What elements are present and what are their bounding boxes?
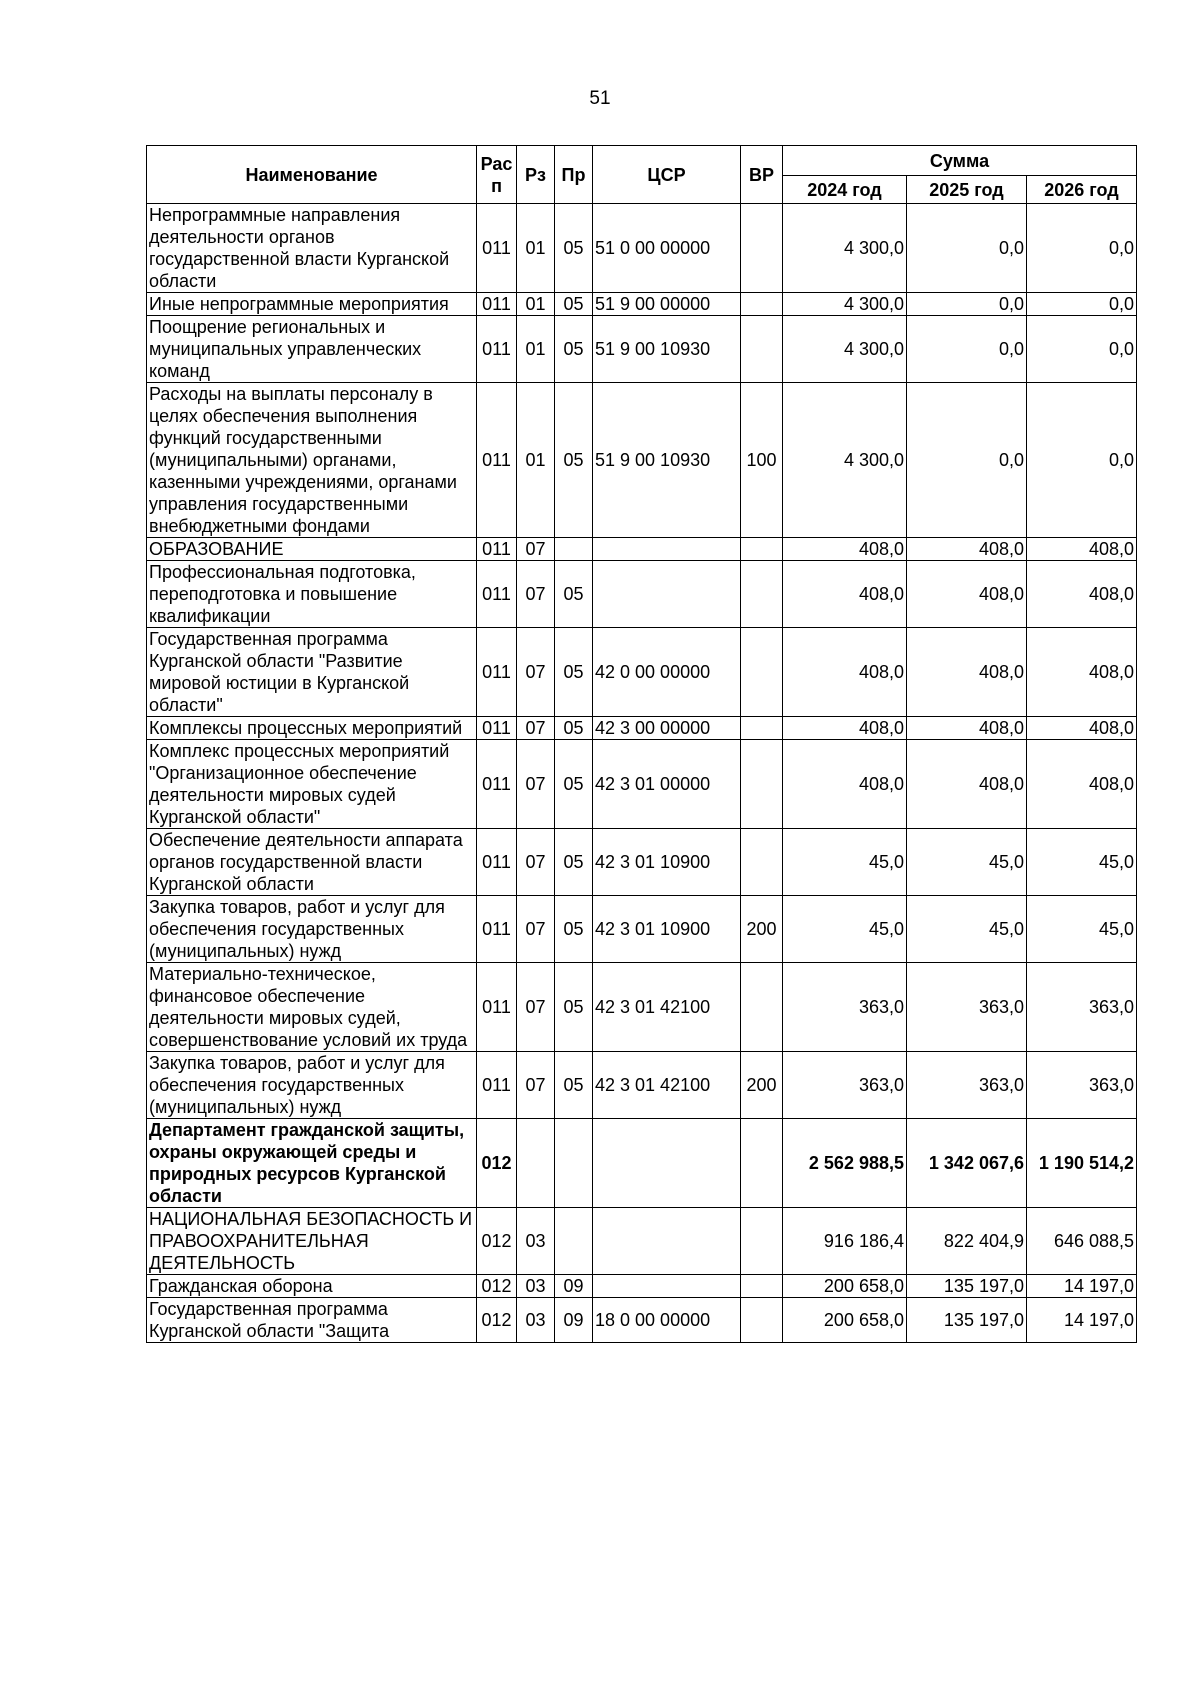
- cell-vr: [741, 316, 783, 383]
- table-row: [147, 1052, 1137, 1119]
- header-sum: Сумма: [783, 146, 1137, 176]
- cell-name: Непрограммные направления деятельности органов государственной власти Курганской области: [147, 204, 477, 293]
- cell-csr: [593, 538, 741, 561]
- cell-2024: 4 300,0: [783, 204, 907, 293]
- header-name: Наименование: [147, 146, 477, 204]
- budget-table: [146, 145, 1137, 1343]
- cell-rz: 01: [517, 383, 555, 538]
- cell-name: ОБРАЗОВАНИЕ: [147, 538, 477, 561]
- cell-name: Иные непрограммные мероприятия: [147, 293, 477, 316]
- cell-pr: 05: [555, 383, 593, 538]
- cell-rasp: 011: [477, 717, 517, 740]
- cell-name: Гражданская оборона: [147, 1275, 477, 1298]
- cell-vr: [741, 717, 783, 740]
- cell-rz: 07: [517, 717, 555, 740]
- cell-pr: 09: [555, 1275, 593, 1298]
- cell-pr: [555, 538, 593, 561]
- cell-rasp: 012: [477, 1208, 517, 1275]
- cell-vr: [741, 1119, 783, 1208]
- cell-csr: 42 3 00 00000: [593, 717, 741, 740]
- cell-2025: 0,0: [907, 316, 1027, 383]
- cell-2025: 0,0: [907, 293, 1027, 316]
- page-number: 51: [589, 88, 611, 109]
- cell-vr: [741, 628, 783, 717]
- cell-vr: [741, 1298, 783, 1343]
- cell-2026: 0,0: [1027, 204, 1137, 293]
- cell-name: Профессиональная подготовка, переподготовка и повышение квалификации: [147, 561, 477, 628]
- table-row: [147, 1298, 1137, 1343]
- cell-2026: 408,0: [1027, 717, 1137, 740]
- cell-vr: [741, 1275, 783, 1298]
- cell-2025: 45,0: [907, 829, 1027, 896]
- cell-vr: [741, 1208, 783, 1275]
- cell-rz: 07: [517, 561, 555, 628]
- cell-2024: 408,0: [783, 538, 907, 561]
- cell-name: Закупка товаров, работ и услуг для обеспечения государственных (муниципальных) нужд: [147, 896, 477, 963]
- cell-csr: 42 3 01 10900: [593, 829, 741, 896]
- cell-csr: [593, 1119, 741, 1208]
- cell-pr: 05: [555, 963, 593, 1052]
- cell-2025: 408,0: [907, 561, 1027, 628]
- table-row: [147, 1275, 1137, 1298]
- cell-2026: 363,0: [1027, 963, 1137, 1052]
- cell-vr: [741, 740, 783, 829]
- cell-name: Комплекс процессных мероприятий "Организационное обеспечение деятельности мировых судей Курганской области": [147, 740, 477, 829]
- cell-rz: 07: [517, 1052, 555, 1119]
- cell-2026: 45,0: [1027, 896, 1137, 963]
- cell-2026: 408,0: [1027, 628, 1137, 717]
- cell-2026: 45,0: [1027, 829, 1137, 896]
- cell-2024: 408,0: [783, 561, 907, 628]
- cell-name: Материально-техническое, финансовое обеспечение деятельности мировых судей, совершенствование условий их труда: [147, 963, 477, 1052]
- cell-2024: 363,0: [783, 1052, 907, 1119]
- table-row: [147, 383, 1137, 538]
- cell-pr: 09: [555, 1298, 593, 1343]
- cell-2026: 363,0: [1027, 1052, 1137, 1119]
- cell-rz: 07: [517, 628, 555, 717]
- header-rasp: Рас п: [477, 146, 517, 204]
- cell-2025: 408,0: [907, 538, 1027, 561]
- cell-rz: 03: [517, 1298, 555, 1343]
- cell-pr: 05: [555, 561, 593, 628]
- cell-csr: [593, 561, 741, 628]
- cell-pr: 05: [555, 316, 593, 383]
- cell-rz: 01: [517, 204, 555, 293]
- cell-vr: [741, 963, 783, 1052]
- table-row: [147, 829, 1137, 896]
- header-vr: ВР: [741, 146, 783, 204]
- cell-2024: 45,0: [783, 829, 907, 896]
- header-year-2025: 2025 год: [907, 176, 1027, 204]
- cell-rasp: 011: [477, 628, 517, 717]
- cell-name: Закупка товаров, работ и услуг для обеспечения государственных (муниципальных) нужд: [147, 1052, 477, 1119]
- cell-2026: 408,0: [1027, 561, 1137, 628]
- table-row: [147, 204, 1137, 293]
- cell-pr: 05: [555, 829, 593, 896]
- table-row: [147, 1119, 1137, 1208]
- cell-2025: 363,0: [907, 963, 1027, 1052]
- cell-rz: 07: [517, 829, 555, 896]
- header-rz: Рз: [517, 146, 555, 204]
- cell-csr: 51 9 00 10930: [593, 383, 741, 538]
- cell-rz: [517, 1119, 555, 1208]
- table-row: [147, 717, 1137, 740]
- cell-2026: 646 088,5: [1027, 1208, 1137, 1275]
- cell-2024: 408,0: [783, 717, 907, 740]
- cell-2024: 200 658,0: [783, 1275, 907, 1298]
- cell-2024: 2 562 988,5: [783, 1119, 907, 1208]
- cell-rz: 03: [517, 1208, 555, 1275]
- cell-2024: 916 186,4: [783, 1208, 907, 1275]
- header-year-2026: 2026 год: [1027, 176, 1137, 204]
- cell-vr: [741, 293, 783, 316]
- table-row: [147, 538, 1137, 561]
- cell-pr: [555, 1119, 593, 1208]
- cell-pr: 05: [555, 204, 593, 293]
- cell-rasp: 011: [477, 829, 517, 896]
- cell-2025: 0,0: [907, 383, 1027, 538]
- cell-rasp: 012: [477, 1298, 517, 1343]
- cell-2024: 4 300,0: [783, 383, 907, 538]
- cell-vr: [741, 829, 783, 896]
- cell-vr: [741, 561, 783, 628]
- cell-rasp: 011: [477, 383, 517, 538]
- cell-2025: 363,0: [907, 1052, 1027, 1119]
- cell-2024: 408,0: [783, 628, 907, 717]
- cell-2026: 408,0: [1027, 740, 1137, 829]
- cell-2026: 14 197,0: [1027, 1298, 1137, 1343]
- table-row: [147, 316, 1137, 383]
- cell-2026: 0,0: [1027, 293, 1137, 316]
- cell-2026: 0,0: [1027, 316, 1137, 383]
- cell-2024: 4 300,0: [783, 293, 907, 316]
- header-pr: Пр: [555, 146, 593, 204]
- table-row: [147, 896, 1137, 963]
- cell-csr: 18 0 00 00000: [593, 1298, 741, 1343]
- cell-csr: [593, 1208, 741, 1275]
- table-row: [147, 561, 1137, 628]
- cell-rz: 07: [517, 740, 555, 829]
- cell-2025: 135 197,0: [907, 1275, 1027, 1298]
- cell-name: НАЦИОНАЛЬНАЯ БЕЗОПАСНОСТЬ И ПРАВООХРАНИТЕЛЬНАЯ ДЕЯТЕЛЬНОСТЬ: [147, 1208, 477, 1275]
- cell-rz: 01: [517, 293, 555, 316]
- table-row: [147, 293, 1137, 316]
- cell-pr: 05: [555, 740, 593, 829]
- cell-rasp: 012: [477, 1119, 517, 1208]
- header-year-2024: 2024 год: [783, 176, 907, 204]
- cell-vr: [741, 204, 783, 293]
- table-row: [147, 740, 1137, 829]
- cell-2025: 822 404,9: [907, 1208, 1027, 1275]
- cell-name: Поощрение региональных и муниципальных управленческих команд: [147, 316, 477, 383]
- cell-rz: 07: [517, 896, 555, 963]
- cell-name: Комплексы процессных мероприятий: [147, 717, 477, 740]
- cell-rz: 03: [517, 1275, 555, 1298]
- cell-csr: 42 3 01 00000: [593, 740, 741, 829]
- cell-csr: 42 0 00 00000: [593, 628, 741, 717]
- cell-2024: 4 300,0: [783, 316, 907, 383]
- cell-2025: 408,0: [907, 628, 1027, 717]
- cell-2025: 408,0: [907, 740, 1027, 829]
- cell-pr: 05: [555, 717, 593, 740]
- cell-2024: 363,0: [783, 963, 907, 1052]
- header-csr: ЦСР: [593, 146, 741, 204]
- cell-csr: 51 9 00 10930: [593, 316, 741, 383]
- cell-vr: [741, 538, 783, 561]
- cell-vr: 100: [741, 383, 783, 538]
- cell-2025: 1 342 067,6: [907, 1119, 1027, 1208]
- cell-csr: 42 3 01 10900: [593, 896, 741, 963]
- cell-rz: 07: [517, 963, 555, 1052]
- cell-pr: 05: [555, 293, 593, 316]
- cell-rasp: 011: [477, 204, 517, 293]
- table-row: [147, 1208, 1137, 1275]
- cell-2025: 408,0: [907, 717, 1027, 740]
- cell-2026: 14 197,0: [1027, 1275, 1137, 1298]
- cell-name: Обеспечение деятельности аппарата органов государственной власти Курганской области: [147, 829, 477, 896]
- cell-csr: [593, 1275, 741, 1298]
- cell-csr: 42 3 01 42100: [593, 1052, 741, 1119]
- cell-2026: 408,0: [1027, 538, 1137, 561]
- cell-csr: 51 9 00 00000: [593, 293, 741, 316]
- cell-2025: 0,0: [907, 204, 1027, 293]
- cell-rz: 01: [517, 316, 555, 383]
- cell-2026: 1 190 514,2: [1027, 1119, 1137, 1208]
- cell-2024: 45,0: [783, 896, 907, 963]
- cell-rz: 07: [517, 538, 555, 561]
- cell-name: Департамент гражданской защиты, охраны окружающей среды и природных ресурсов Курганской области: [147, 1119, 477, 1208]
- cell-2024: 408,0: [783, 740, 907, 829]
- cell-name: Государственная программа Курганской области "Развитие мировой юстиции в Курганской области": [147, 628, 477, 717]
- cell-rasp: 011: [477, 1052, 517, 1119]
- cell-name: Государственная программа Курганской области "Защита: [147, 1298, 477, 1343]
- cell-rasp: 011: [477, 963, 517, 1052]
- cell-vr: 200: [741, 1052, 783, 1119]
- table-row: [147, 963, 1137, 1052]
- cell-rasp: 011: [477, 896, 517, 963]
- table-body: [147, 204, 1137, 1343]
- cell-name: Расходы на выплаты персоналу в целях обеспечения выполнения функций государственными (муниципальными) органами, казенными учреждениями, органами управления государственными внебюджетными фондами: [147, 383, 477, 538]
- cell-2026: 0,0: [1027, 383, 1137, 538]
- cell-2024: 200 658,0: [783, 1298, 907, 1343]
- cell-pr: 05: [555, 896, 593, 963]
- table-row: [147, 628, 1137, 717]
- cell-rasp: 011: [477, 538, 517, 561]
- cell-rasp: 011: [477, 561, 517, 628]
- cell-2025: 45,0: [907, 896, 1027, 963]
- cell-csr: 42 3 01 42100: [593, 963, 741, 1052]
- cell-csr: 51 0 00 00000: [593, 204, 741, 293]
- cell-pr: [555, 1208, 593, 1275]
- cell-pr: 05: [555, 1052, 593, 1119]
- cell-rasp: 011: [477, 316, 517, 383]
- cell-2025: 135 197,0: [907, 1298, 1027, 1343]
- table-header: [147, 146, 1137, 204]
- cell-rasp: 011: [477, 740, 517, 829]
- cell-pr: 05: [555, 628, 593, 717]
- cell-vr: 200: [741, 896, 783, 963]
- cell-rasp: 011: [477, 293, 517, 316]
- cell-rasp: 012: [477, 1275, 517, 1298]
